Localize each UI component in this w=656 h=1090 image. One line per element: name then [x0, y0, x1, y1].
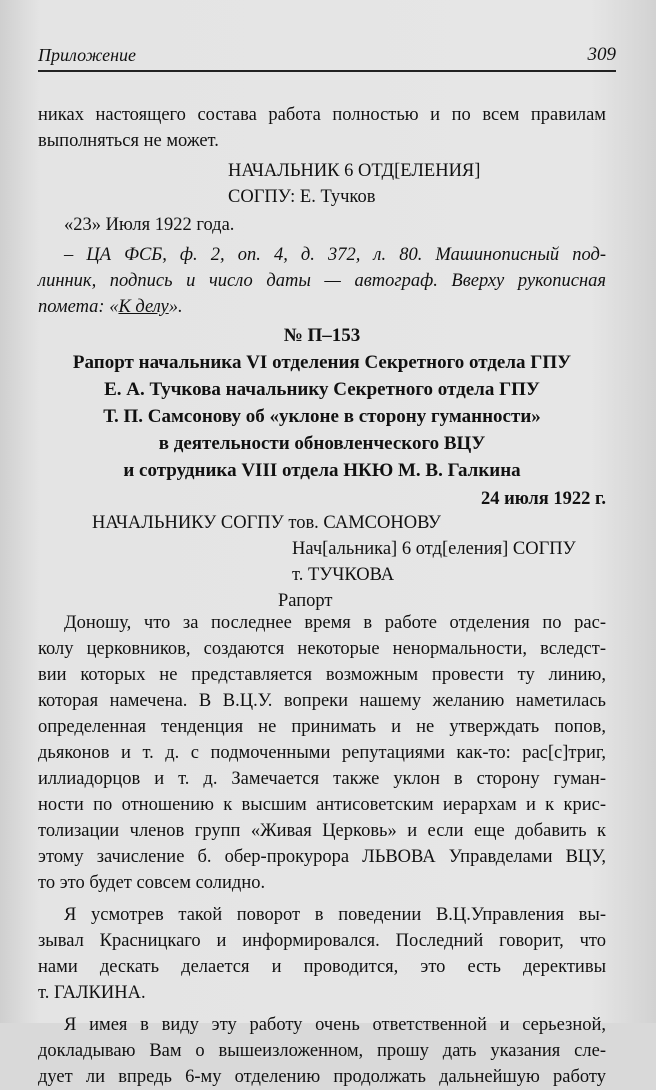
- signature-date: «23» Июля 1922 года.: [64, 215, 235, 235]
- text-line: Я усмотрев такой поворот в поведении В.Ц.Управления вы-: [64, 905, 606, 925]
- addressee: НАЧАЛЬНИКУ СОГПУ тов. САМСОНОВУ: [92, 513, 442, 533]
- text-line: Доношу, что за последнее время в работе отделения по рас-: [64, 613, 606, 633]
- document-title-line: Рапорт начальника VI отделения Секретного отдела ГПУ: [72, 352, 572, 373]
- source-note-suffix: ».: [168, 297, 183, 317]
- running-header: [38, 42, 616, 66]
- text-line: ности по отношению к высшим антисоветским иерархам и к крис-: [38, 795, 606, 815]
- text-line: которая намечена. В В.Ц.У. вопреки нашему желанию наметилась: [38, 691, 606, 711]
- document-title-line: Т. П. Самсонову об «уклоне в сторону гуманности»: [103, 406, 541, 427]
- text-line: толизации членов групп «Живая Церковь» и если еще добавить к: [38, 821, 606, 841]
- text-line: вии которых не представляется возможным провести ту линию,: [38, 665, 606, 685]
- document-kind: Рапорт: [278, 591, 333, 611]
- header-rule: [38, 70, 616, 72]
- previous-document-tail: [38, 102, 606, 320]
- source-note-prefix: помета: «: [38, 297, 119, 317]
- document-address: [38, 510, 606, 614]
- text-line: Я имея в виду эту работу очень ответственной и серьезной,: [64, 1015, 606, 1035]
- text-line: зывал Красницкаго и информировался. Последний говорит, что: [38, 931, 606, 951]
- source-note-line: линник, подпись и число даты — автограф. Вверху рукописная: [38, 271, 606, 291]
- document-title-line: и сотрудника VIII отдела НКЮ М. В. Галкина: [123, 460, 521, 481]
- document-title-line: Е. А. Тучкова начальнику Секретного отдела ГПУ: [104, 379, 540, 400]
- signature-name: СОГПУ: Е. Тучков: [228, 187, 376, 207]
- text-line: колу церковников, создаются некоторые ненормальности, вследст-: [38, 639, 606, 659]
- text-line: нами дескать делается и проводится, это есть дерективы: [38, 957, 606, 977]
- document-title-line: в деятельности обновленческого ВЦУ: [158, 433, 486, 454]
- text-line: выполняться не может.: [38, 131, 219, 151]
- sender-line: Нач[альника] 6 отд[еления] СОГПУ: [292, 539, 576, 559]
- text-line: дует ли впредь 6-му отделению продолжать дальнейшую работу: [38, 1067, 606, 1087]
- text-line: т. ГАЛКИНА.: [38, 983, 146, 1003]
- text-line: иллиадорцов и т. д. Замечается также уклон в сторону гуман-: [38, 769, 606, 789]
- paragraph: [38, 610, 606, 896]
- header-title: Приложение: [38, 45, 137, 65]
- text-line: этому зачисление б. обер-прокурора ЛЬВОВА Управделами ВЦУ,: [38, 847, 606, 867]
- source-note-line: – ЦА ФСБ, ф. 2, оп. 4, д. 372, л. 80. Машинописный под-: [64, 245, 606, 265]
- document-date: 24 июля 1922 г.: [480, 489, 606, 509]
- text-line: то это будет совсем солидно.: [38, 873, 266, 893]
- paragraph: [38, 902, 606, 1006]
- text-line: определенная тенденция не принимать и не утверждать попов,: [38, 717, 606, 737]
- page-number: 309: [587, 44, 616, 65]
- signature-title: НАЧАЛЬНИК 6 ОТД[ЕЛЕНИЯ]: [228, 161, 481, 181]
- handwritten-mark: К делу: [118, 297, 169, 317]
- text-line: дьяконов и т. д. с подмоченными репутациями как-то: рас[с]триг,: [38, 743, 606, 763]
- document-heading: [38, 322, 606, 512]
- paragraph: [38, 1012, 606, 1090]
- text-line: докладываю Вам о вышеизложенном, прошу дать указания сле-: [38, 1041, 606, 1061]
- document-number: № П–153: [283, 325, 361, 346]
- sender-line: т. ТУЧКОВА: [292, 565, 395, 585]
- document-body: [38, 610, 606, 1090]
- text-line: никах настоящего состава работа полностью и по всем правилам: [38, 105, 606, 125]
- source-note-line: [38, 294, 606, 320]
